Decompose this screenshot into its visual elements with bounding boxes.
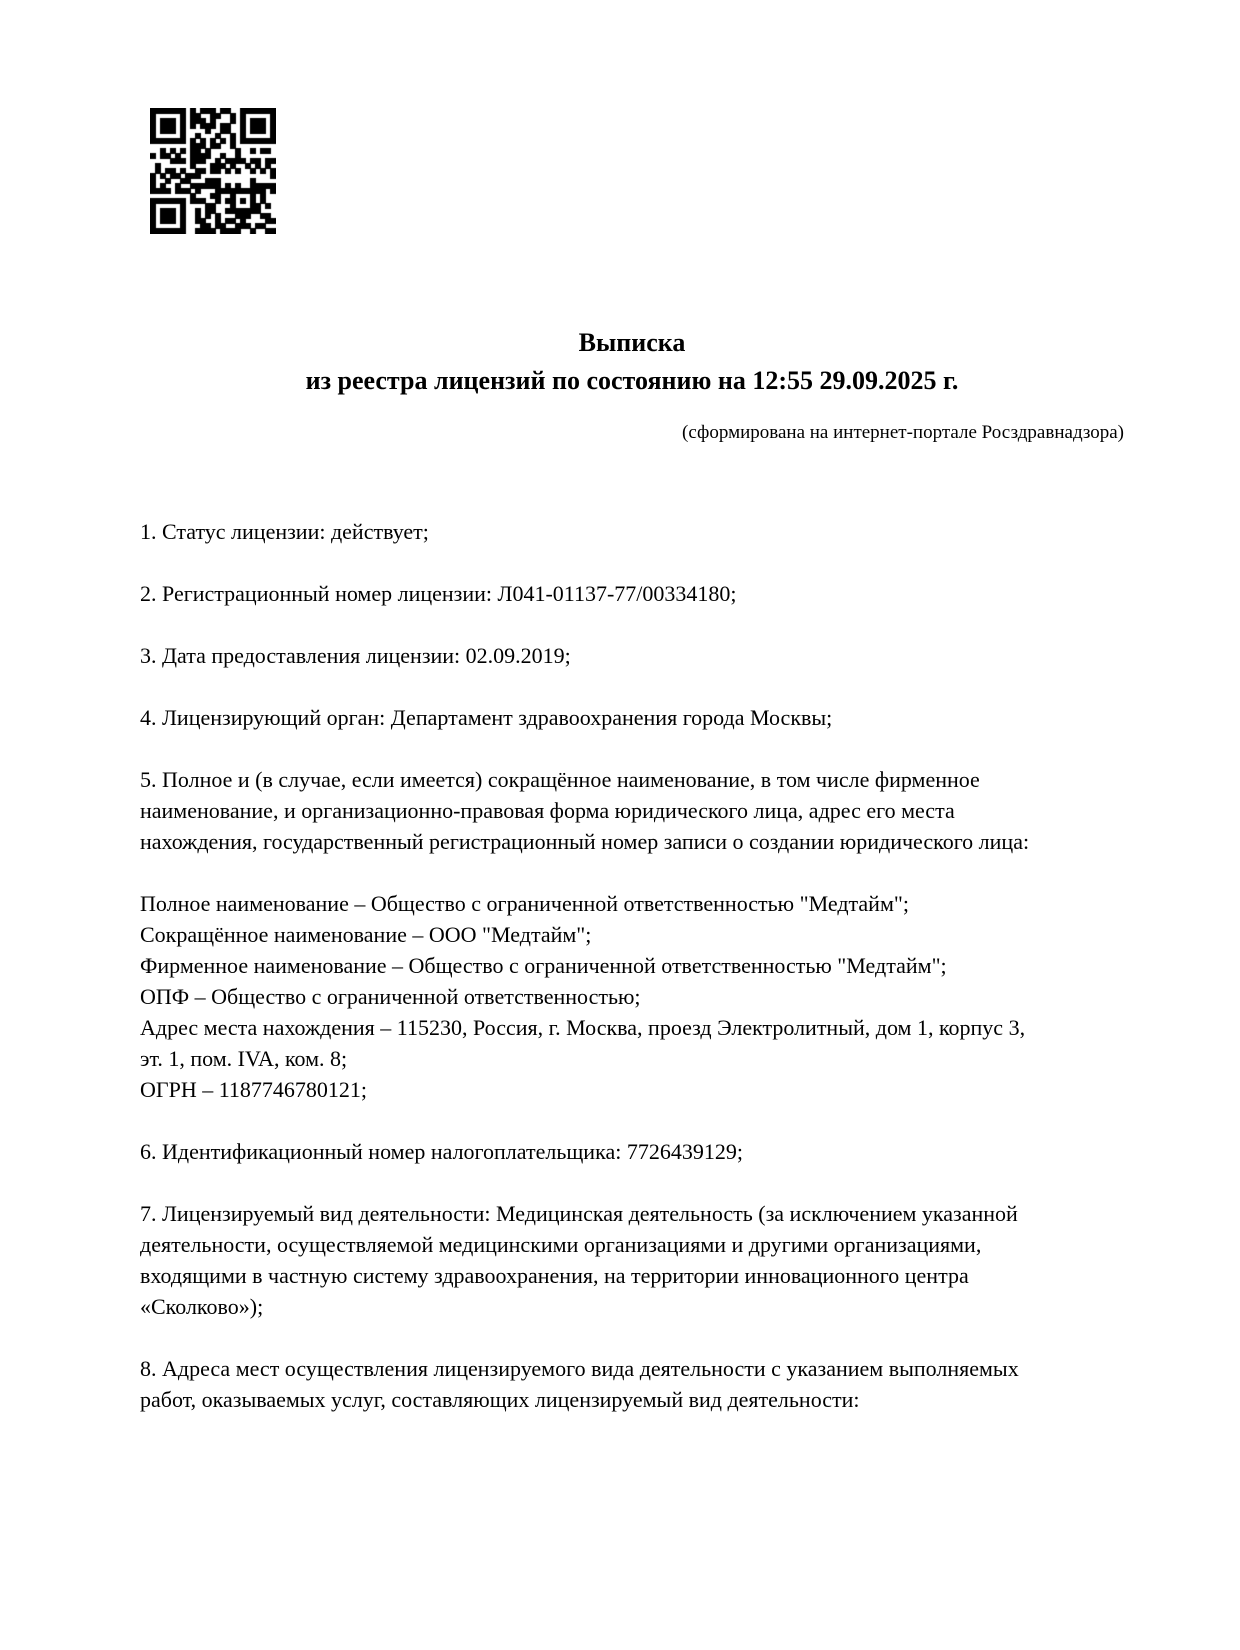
text-line: ОПФ – Общество с ограниченной ответственностью; <box>140 984 641 1009</box>
text-line: Фирменное наименование – Общество с ограниченной ответственностью "Медтайм"; <box>140 953 947 978</box>
text-line: Адрес места нахождения – 115230, Россия, г. Москва, проезд Электролитный, дом 1, корпус 3, <box>140 1015 1026 1040</box>
text-line: 3. Дата предоставления лицензии: 02.09.2019; <box>140 643 571 668</box>
text-line: нахождения, государственный регистрационный номер записи о создании юридического лица: <box>140 829 1030 854</box>
paragraph-1 <box>140 516 1140 547</box>
paragraph-7 <box>140 1136 1140 1167</box>
document-body <box>140 516 1140 1446</box>
text-line: деятельности, осуществляемой медицинскими организациями и другими организациями, <box>140 1232 982 1257</box>
document-title <box>140 324 1124 400</box>
title-line-1: Выписка <box>578 328 686 357</box>
text-line: «Сколково»); <box>140 1294 264 1319</box>
text-line: Сокращённое наименование – ООО "Медтайм"; <box>140 922 592 947</box>
text-line: 6. Идентификационный номер налогоплательщика: 7726439129; <box>140 1139 743 1164</box>
title-line-2: из реестра лицензий по состоянию на 12:55 29.09.2025 г. <box>305 366 959 395</box>
text-line: 8. Адреса мест осуществления лицензируемого вида деятельности с указанием выполняемых <box>140 1356 1019 1381</box>
paragraph-4 <box>140 702 1140 733</box>
text-line: 2. Регистрационный номер лицензии: Л041-01137-77/00334180; <box>140 581 737 606</box>
text-line: эт. 1, пом. IVA, ком. 8; <box>140 1046 348 1071</box>
paragraph-2 <box>140 578 1140 609</box>
text-line: 7. Лицензируемый вид деятельности: Медицинская деятельность (за исключением указанной <box>140 1201 1018 1226</box>
paragraph-6 <box>140 888 1140 1105</box>
paragraph-9 <box>140 1353 1140 1415</box>
qr-code <box>150 108 276 234</box>
paragraph-3 <box>140 640 1140 671</box>
paragraph-5 <box>140 764 1140 857</box>
text-line: входящими в частную систему здравоохранения, на территории инновационного центра <box>140 1263 969 1288</box>
document-subtitle: (сформирована на интернет-портале Росздравнадзора) <box>682 422 1124 443</box>
text-line: 5. Полное и (в случае, если имеется) сокращённое наименование, в том числе фирменное <box>140 767 980 792</box>
text-line: наименование, и организационно-правовая форма юридического лица, адрес его места <box>140 798 955 823</box>
text-line: Полное наименование – Общество с ограниченной ответственностью "Медтайм"; <box>140 891 909 916</box>
text-line: 1. Статус лицензии: действует; <box>140 519 429 544</box>
paragraph-8 <box>140 1198 1140 1322</box>
text-line: ОГРН – 1187746780121; <box>140 1077 368 1102</box>
text-line: 4. Лицензирующий орган: Департамент здравоохранения города Москвы; <box>140 705 833 730</box>
text-line: работ, оказываемых услуг, составляющих лицензируемый вид деятельности: <box>140 1387 860 1412</box>
